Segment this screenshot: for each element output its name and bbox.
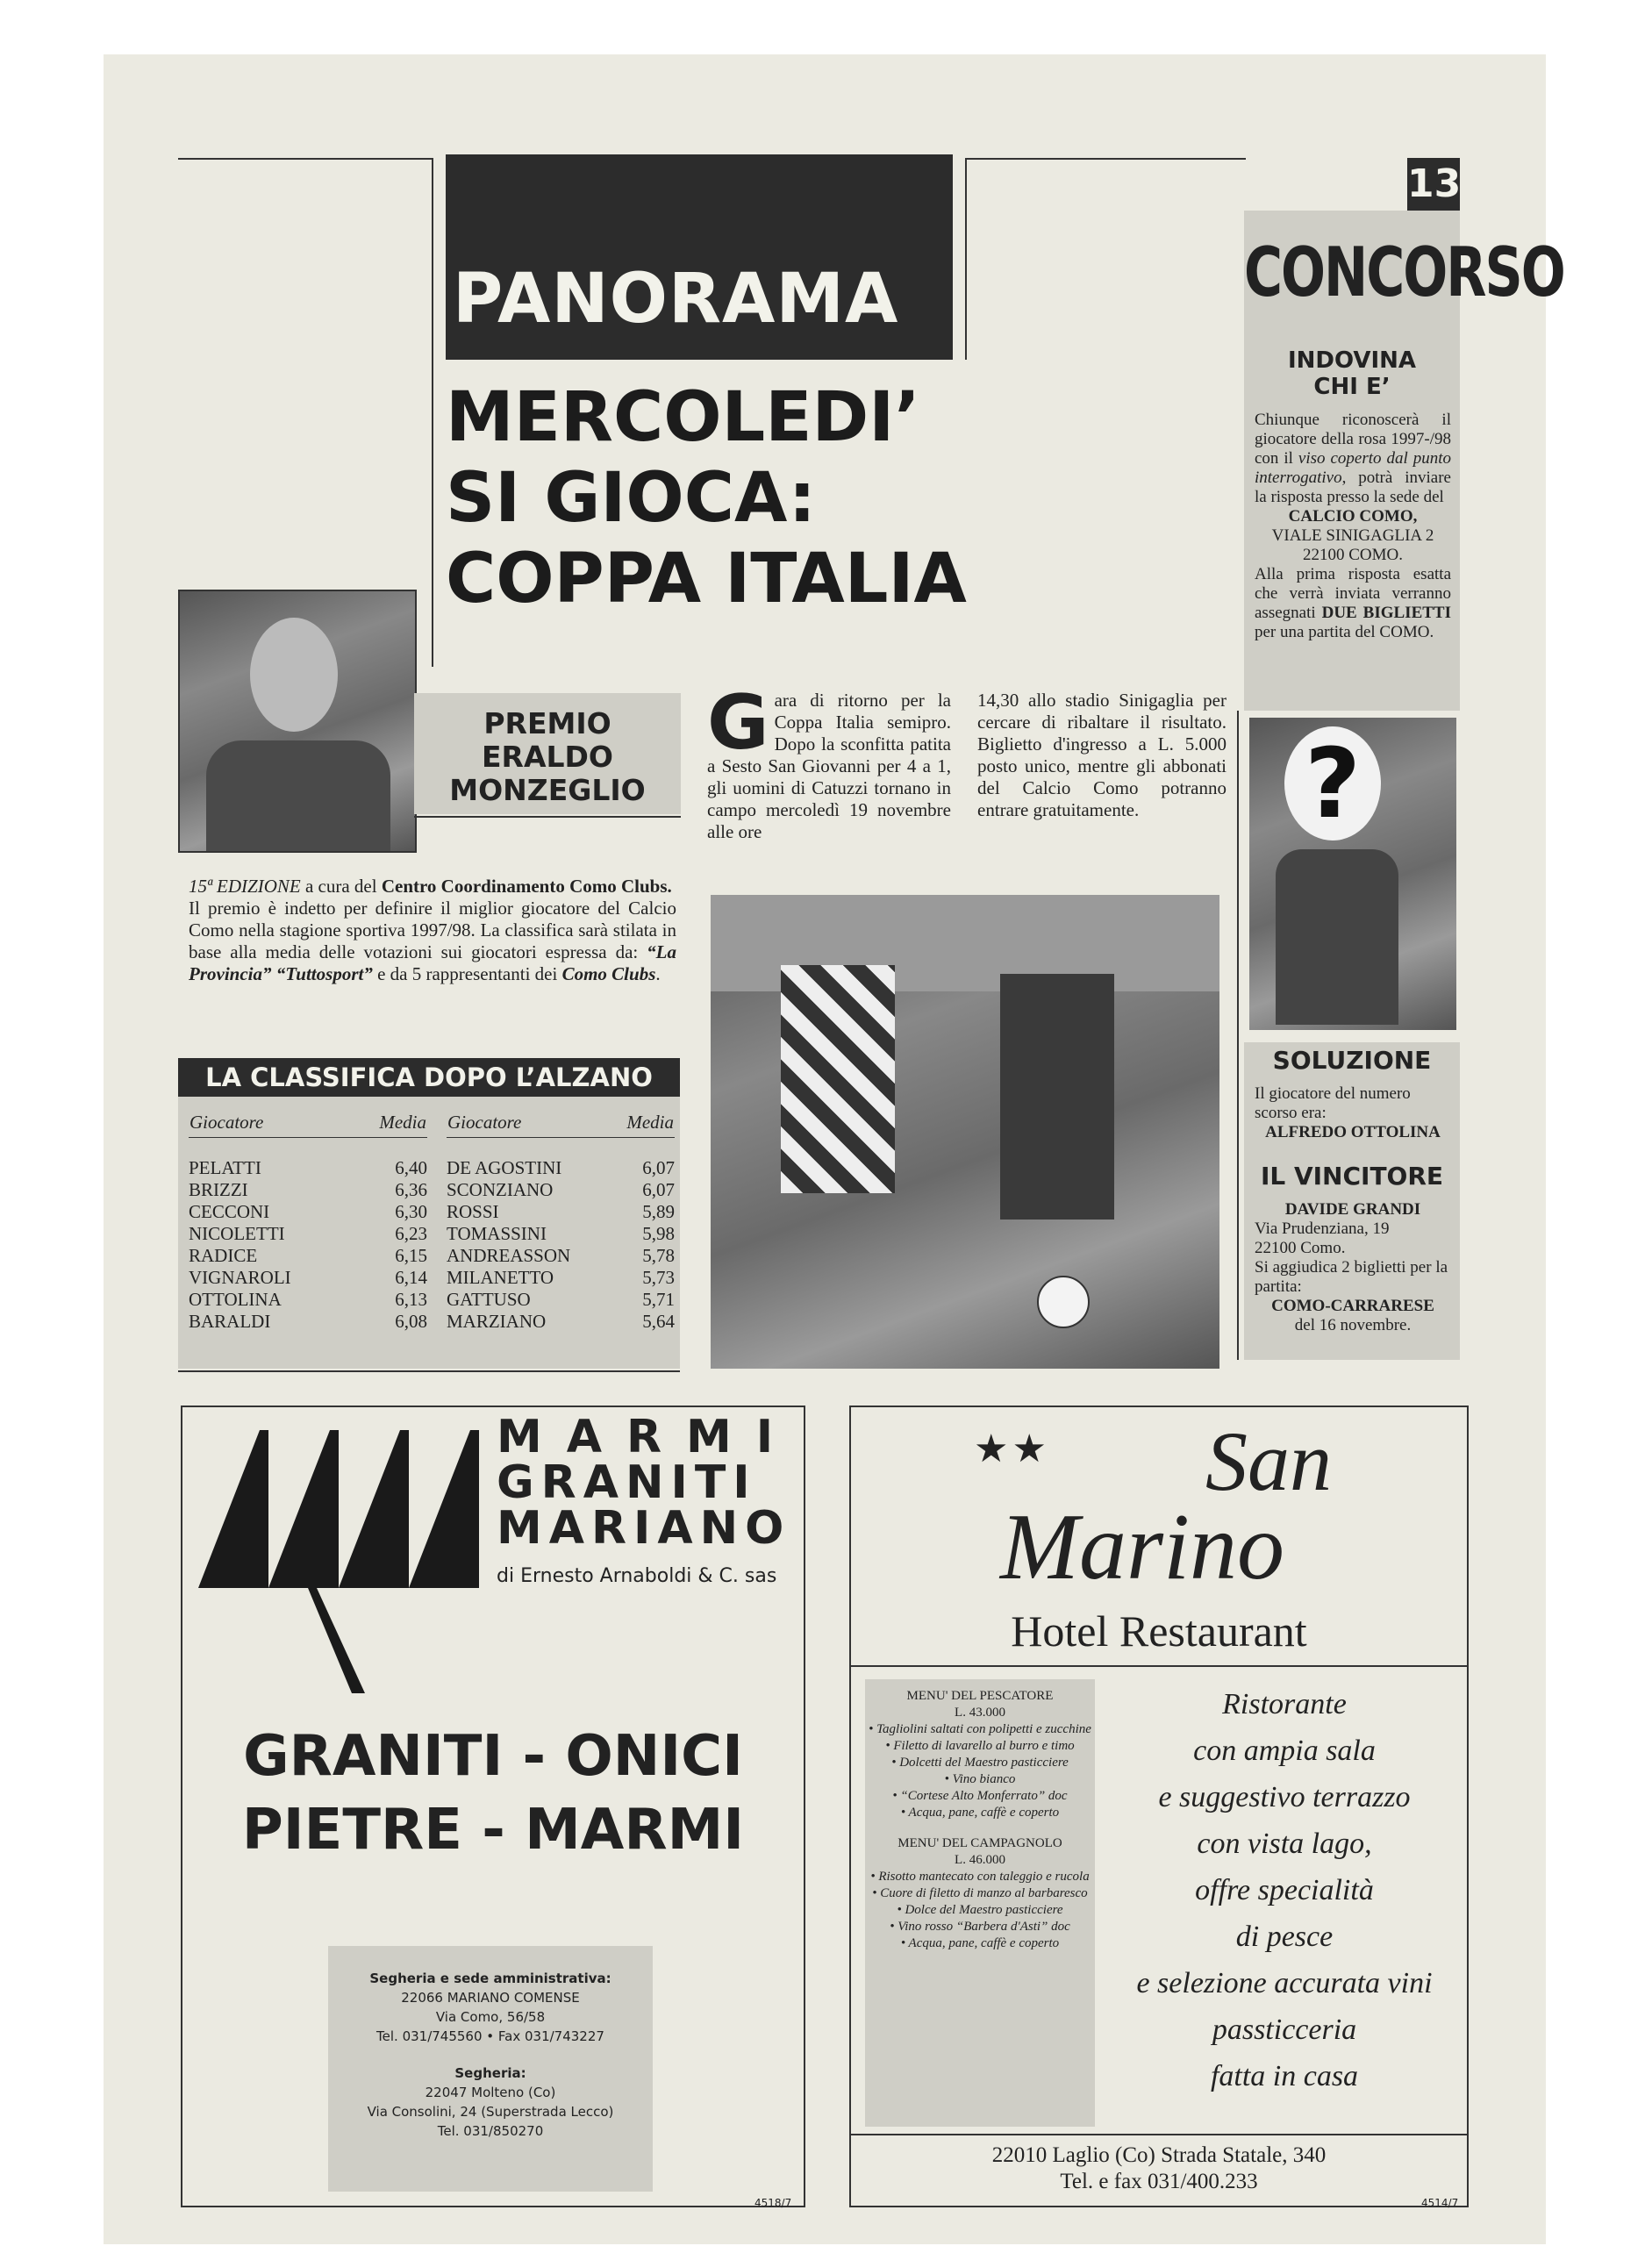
marmi-slogan-2: PIETRE - MARMI: [241, 1798, 745, 1863]
sanmarino-rule-top: [849, 1665, 1469, 1667]
player-average: 5,78: [642, 1245, 675, 1266]
marmi-logo-icon: [198, 1421, 488, 1702]
vincitore-text: [1255, 1200, 1451, 1335]
concorso-text-2: , potrà inviare la risposta presso la sede del: [1255, 469, 1451, 506]
table-row: [189, 1245, 427, 1267]
menu1-title: MENU' DEL PESCATORE: [906, 1689, 1054, 1703]
article-text-2: 14,30 allo stadio Sinigaglia per cercare di ribaltare il risultato. Biglietto d'ingresso a L. 5.000 posto unico, mentre gli abbonati del Calcio Como potranno entrare gratuitamente.: [977, 690, 1226, 820]
vincitore-date: del 16 novembre.: [1294, 1316, 1412, 1334]
description-line: e suggestivo terrazzo: [1158, 1781, 1411, 1813]
vincitore-match: COMO-CARRARESE: [1271, 1297, 1434, 1315]
marmi-box1-line-3: Tel. 031/745560 • Fax 031/743227: [376, 2028, 604, 2044]
description-line: e selezione accurata vini: [1136, 1967, 1433, 1999]
article-column-2: [977, 690, 1226, 821]
marmi-box2-bold: Segheria:: [454, 2065, 526, 2081]
premio-title-2: ERALDO: [482, 740, 613, 774]
concorso-subtitle-1: INDOVINA: [1287, 347, 1417, 374]
marmi-owner: di Ernesto Arnaboldi & C. sas: [497, 1565, 777, 1587]
concorso-title: CONCORSO: [1244, 232, 1564, 313]
player-name: OTTOLINA: [189, 1289, 282, 1310]
player-name: SCONZIANO: [447, 1179, 554, 1200]
headline-line-3: COPPA ITALIA: [446, 540, 967, 619]
classifica-rows-left: [189, 1138, 427, 1334]
player-average: 6,14: [395, 1267, 427, 1288]
player-name: MILANETTO: [447, 1267, 554, 1288]
marmi-slogan: [181, 1720, 805, 1867]
player-average: 6,36: [395, 1179, 427, 1200]
concorso-text: [1255, 411, 1451, 642]
header-media-left: Media: [379, 1112, 426, 1133]
description-line: offre specialità: [1195, 1874, 1374, 1906]
table-row: [189, 1289, 427, 1311]
player-name: GATTUSO: [447, 1289, 531, 1310]
menu-item: • Risotto mantecato con taleggio e rucola: [870, 1870, 1090, 1884]
description-line: Ristorante: [1222, 1688, 1347, 1720]
player-average: 6,40: [395, 1157, 427, 1178]
player-name: VIGNAROLI: [189, 1267, 291, 1288]
sanmarino-code: 4514/7: [1421, 2197, 1459, 2209]
marmi-box2-line-2: Via Consolini, 24 (Superstrada Lecco): [367, 2104, 614, 2120]
menu-item: • Dolce del Maestro pasticciere: [897, 1903, 1063, 1917]
marmi-code: 4518/7: [754, 2197, 792, 2209]
vincitore-title: IL VINCITORE: [1260, 1162, 1444, 1191]
classifica-rows-right: [447, 1138, 675, 1334]
marmi-name-2: GRANITI: [497, 1456, 757, 1509]
mystery-player-photo: [1249, 718, 1456, 1030]
question-mark-icon: ?: [1284, 726, 1381, 840]
menu2-price: L. 46.000: [955, 1853, 1005, 1867]
page-number: 13: [1407, 158, 1460, 211]
player-average: 5,98: [642, 1223, 675, 1244]
table-row: [189, 1201, 427, 1223]
player-name: RADICE: [189, 1245, 258, 1266]
menu-item: • Filetto di lavarello al burro e timo: [885, 1739, 1075, 1753]
description-line: con vista lago,: [1197, 1828, 1372, 1860]
player-name: NICOLETTI: [189, 1223, 285, 1244]
vertical-rule-left: [432, 158, 433, 667]
concorso-subtitle-2: CHI E’: [1313, 374, 1391, 400]
marmi-name-3: MARIANO: [497, 1502, 791, 1555]
concorso-text-4: per una partita del COMO.: [1255, 623, 1434, 641]
top-rule-right: [965, 158, 1246, 160]
soluzione-title: SOLUZIONE: [1272, 1046, 1432, 1075]
concorso-addr-2: VIALE SINIGAGLIA 2: [1271, 526, 1434, 545]
marmi-name: [497, 1411, 798, 1555]
classifica-bottom-rule: [178, 1370, 680, 1372]
premio-text-1: Il premio è indetto per definire il miglior giocatore del Calcio Como nella stagione sportiva 1997/98. La classifica sarà stilata in base alla media delle votazioni sui giocatori espressa da:: [189, 898, 676, 962]
table-row: [447, 1223, 675, 1245]
table-row: [447, 1245, 675, 1267]
premio-title-1: PREMIO: [483, 706, 611, 740]
soluzione-desc: Il giocatore del numero scorso era:: [1255, 1084, 1411, 1122]
menu-item: • “Cortese Alto Monferrato” doc: [892, 1789, 1068, 1803]
classifica-table-right: [447, 1111, 675, 1333]
table-row: [447, 1289, 675, 1311]
marmi-box2-line-1: 22047 Molteno (Co): [425, 2085, 556, 2100]
menu1-price: L. 43.000: [955, 1706, 1005, 1720]
description-line: di pesce: [1235, 1921, 1334, 1953]
player-name: CECCONI: [189, 1201, 270, 1222]
sanmarino-menu-box: [865, 1679, 1095, 2127]
table-row: [189, 1267, 427, 1289]
table-row: [189, 1138, 427, 1180]
premio-text: 15ª EDIZIONE a cura del Centro Coordinamento Como Clubs. Il premio è indetto per definire il miglior giocatore del Calcio Como nella stagione sportiva 1997/98. La classifica sarà stilata in base alla media delle votazioni sui giocatori espressa da: “La Provincia” “Tuttosport” e da 5 rappresentanti dei Como Clubs.: [189, 876, 676, 984]
sanmarino-script-1: San: [1205, 1414, 1332, 1508]
premio-title-3: MONZEGLIO: [449, 773, 646, 807]
concorso-text-3: Alla prima risposta esatta che verrà inviata verranno assegnati: [1255, 565, 1451, 622]
description-line: fatta in casa: [1210, 2060, 1359, 2092]
vincitore-line-2: 22100 Como.: [1255, 1239, 1346, 1257]
table-row: [447, 1138, 675, 1180]
premio-source-2: “Tuttosport”: [275, 963, 373, 984]
sanmarino-description: [1109, 1681, 1460, 2099]
player-average: 6,23: [395, 1223, 427, 1244]
player-average: 5,73: [642, 1267, 675, 1288]
table-row: [447, 1179, 675, 1201]
sanmarino-phone: Tel. e fax 031/400.233: [1060, 2170, 1258, 2193]
article-drop-cap: G: [707, 679, 769, 767]
player-name: BARALDI: [189, 1311, 271, 1332]
description-line: passticceria: [1212, 2014, 1357, 2046]
menu-item: • Vino bianco: [944, 1772, 1016, 1786]
masthead-box: [446, 154, 953, 360]
marmi-box1-bold: Segheria e sede amministrativa:: [369, 1971, 611, 1986]
player-average: 6,30: [395, 1201, 427, 1222]
concorso-addr-1: CALCIO COMO,: [1288, 507, 1418, 526]
headline-line-1: MERCOLEDI’: [446, 378, 920, 457]
vertical-rule-right: [965, 158, 967, 360]
menu-item: • Cuore di filetto di manzo al barbaresco: [872, 1886, 1088, 1900]
vincitore-line-1: Via Prudenziana, 19: [1255, 1220, 1390, 1238]
marmi-box1-line-2: Via Como, 56/58: [435, 2009, 546, 2025]
player-name: ANDREASSON: [447, 1245, 571, 1266]
marmi-address-box: [328, 1946, 653, 2192]
premio-rule: [414, 816, 681, 818]
masthead-title: PANORAMA: [453, 260, 899, 339]
player-name: TOMASSINI: [447, 1223, 547, 1244]
table-row: [447, 1201, 675, 1223]
sanmarino-subtitle: Hotel Restaurant: [1011, 1606, 1307, 1656]
sanmarino-rule-bottom: [849, 2134, 1469, 2135]
marmi-box2-line-3: Tel. 031/850270: [437, 2123, 544, 2139]
headline: [446, 377, 1148, 619]
description-line: con ampia sala: [1193, 1735, 1376, 1767]
player-average: 6,07: [642, 1157, 675, 1178]
menu-item: • Dolcetti del Maestro pasticciere: [891, 1756, 1069, 1770]
vincitore-name: DAVIDE GRANDI: [1284, 1200, 1421, 1219]
soluzione-name: ALFREDO OTTOLINA: [1265, 1123, 1441, 1141]
sanmarino-stars: ★★: [974, 1427, 1050, 1470]
menu-item: • Acqua, pane, caffè e coperto: [900, 1806, 1060, 1820]
article-column-1: [707, 679, 951, 843]
menu1-items: [865, 1721, 1095, 1821]
table-row: [447, 1311, 675, 1333]
menu-item: • Vino rosso “Barbera d'Asti” doc: [890, 1920, 1070, 1934]
premio-title-box: [414, 693, 681, 814]
player-average: 5,71: [642, 1289, 675, 1310]
header-giocatore-right: Giocatore: [447, 1112, 522, 1133]
marmi-slogan-1: GRANITI - ONICI: [243, 1724, 743, 1789]
player-name: ROSSI: [447, 1201, 499, 1222]
article-text-1: ara di ritorno per la Coppa Italia semipro. Dopo la sconfitta patita a Sesto San Giovanni per 4 a 1, gli uomini di Catuzzi tornano in campo mercoledì 19 novembre alle ore: [707, 690, 951, 842]
marmi-box1-line-1: 22066 MARIANO COMENSE: [401, 1990, 580, 2006]
player-portrait-photo: [178, 590, 417, 853]
concorso-text-1: Chiunque riconoscerà il giocatore della rosa 1997-/98 con il: [1255, 411, 1451, 468]
player-name: DE AGOSTINI: [447, 1157, 562, 1178]
sanmarino-address: 22010 Laglio (Co) Strada Statale, 340: [991, 2143, 1327, 2167]
concorso-prize: DUE BIGLIETTI: [1321, 604, 1451, 622]
concorso-vertical-rule: [1237, 711, 1239, 1360]
concorso-italic: viso coperto dal punto interrogativo: [1255, 449, 1452, 487]
classifica-title: LA CLASSIFICA DOPO L’ALZANO: [178, 1058, 680, 1097]
player-average: 6,07: [642, 1179, 675, 1200]
player-average: 6,13: [395, 1289, 427, 1310]
player-average: 5,89: [642, 1201, 675, 1222]
concorso-subtitle: [1244, 347, 1460, 400]
premio-clubs: Como Clubs: [561, 963, 656, 984]
marmi-name-1: MARMI: [497, 1411, 798, 1463]
premio-source-1: “La Provincia”: [189, 941, 676, 984]
vincitore-line-3: Si aggiudica 2 biglietti per la partita:: [1255, 1258, 1448, 1296]
soluzione-text: [1255, 1084, 1451, 1142]
player-average: 5,64: [642, 1311, 675, 1332]
classifica-box: [178, 1097, 680, 1369]
headline-line-2: SI GIOCA:: [446, 459, 816, 538]
sanmarino-contacts: [849, 2142, 1469, 2195]
classifica-table-left: [189, 1111, 427, 1333]
top-rule-left: [178, 158, 433, 160]
player-name: MARZIANO: [447, 1311, 547, 1332]
header-media-right: Media: [626, 1112, 674, 1133]
concorso-addr-3: 22100 COMO.: [1302, 546, 1403, 564]
menu2-title: MENU' DEL CAMPAGNOLO: [898, 1836, 1062, 1850]
table-row: [189, 1311, 427, 1333]
player-average: 6,08: [395, 1311, 427, 1332]
premio-edition-rest: a cura del: [300, 876, 382, 897]
table-row: [447, 1267, 675, 1289]
table-row: [189, 1223, 427, 1245]
player-name: PELATTI: [189, 1157, 261, 1178]
menu2-items: [865, 1869, 1095, 1952]
menu-item: • Tagliolini saltati con polipetti e zucchine: [869, 1722, 1091, 1736]
match-action-photo: [711, 895, 1219, 1369]
table-row: [189, 1179, 427, 1201]
header-giocatore-left: Giocatore: [190, 1112, 264, 1133]
premio-organizer: Centro Coordinamento Como Clubs.: [381, 876, 672, 897]
premio-text-2: e da 5 rappresentanti dei: [372, 963, 562, 984]
menu-item: • Acqua, pane, caffè e coperto: [900, 1936, 1060, 1950]
player-average: 6,15: [395, 1245, 427, 1266]
premio-edition: 15ª EDIZIONE: [189, 876, 301, 897]
sanmarino-script-2: Marino: [1000, 1495, 1284, 1599]
player-name: BRIZZI: [189, 1179, 248, 1200]
